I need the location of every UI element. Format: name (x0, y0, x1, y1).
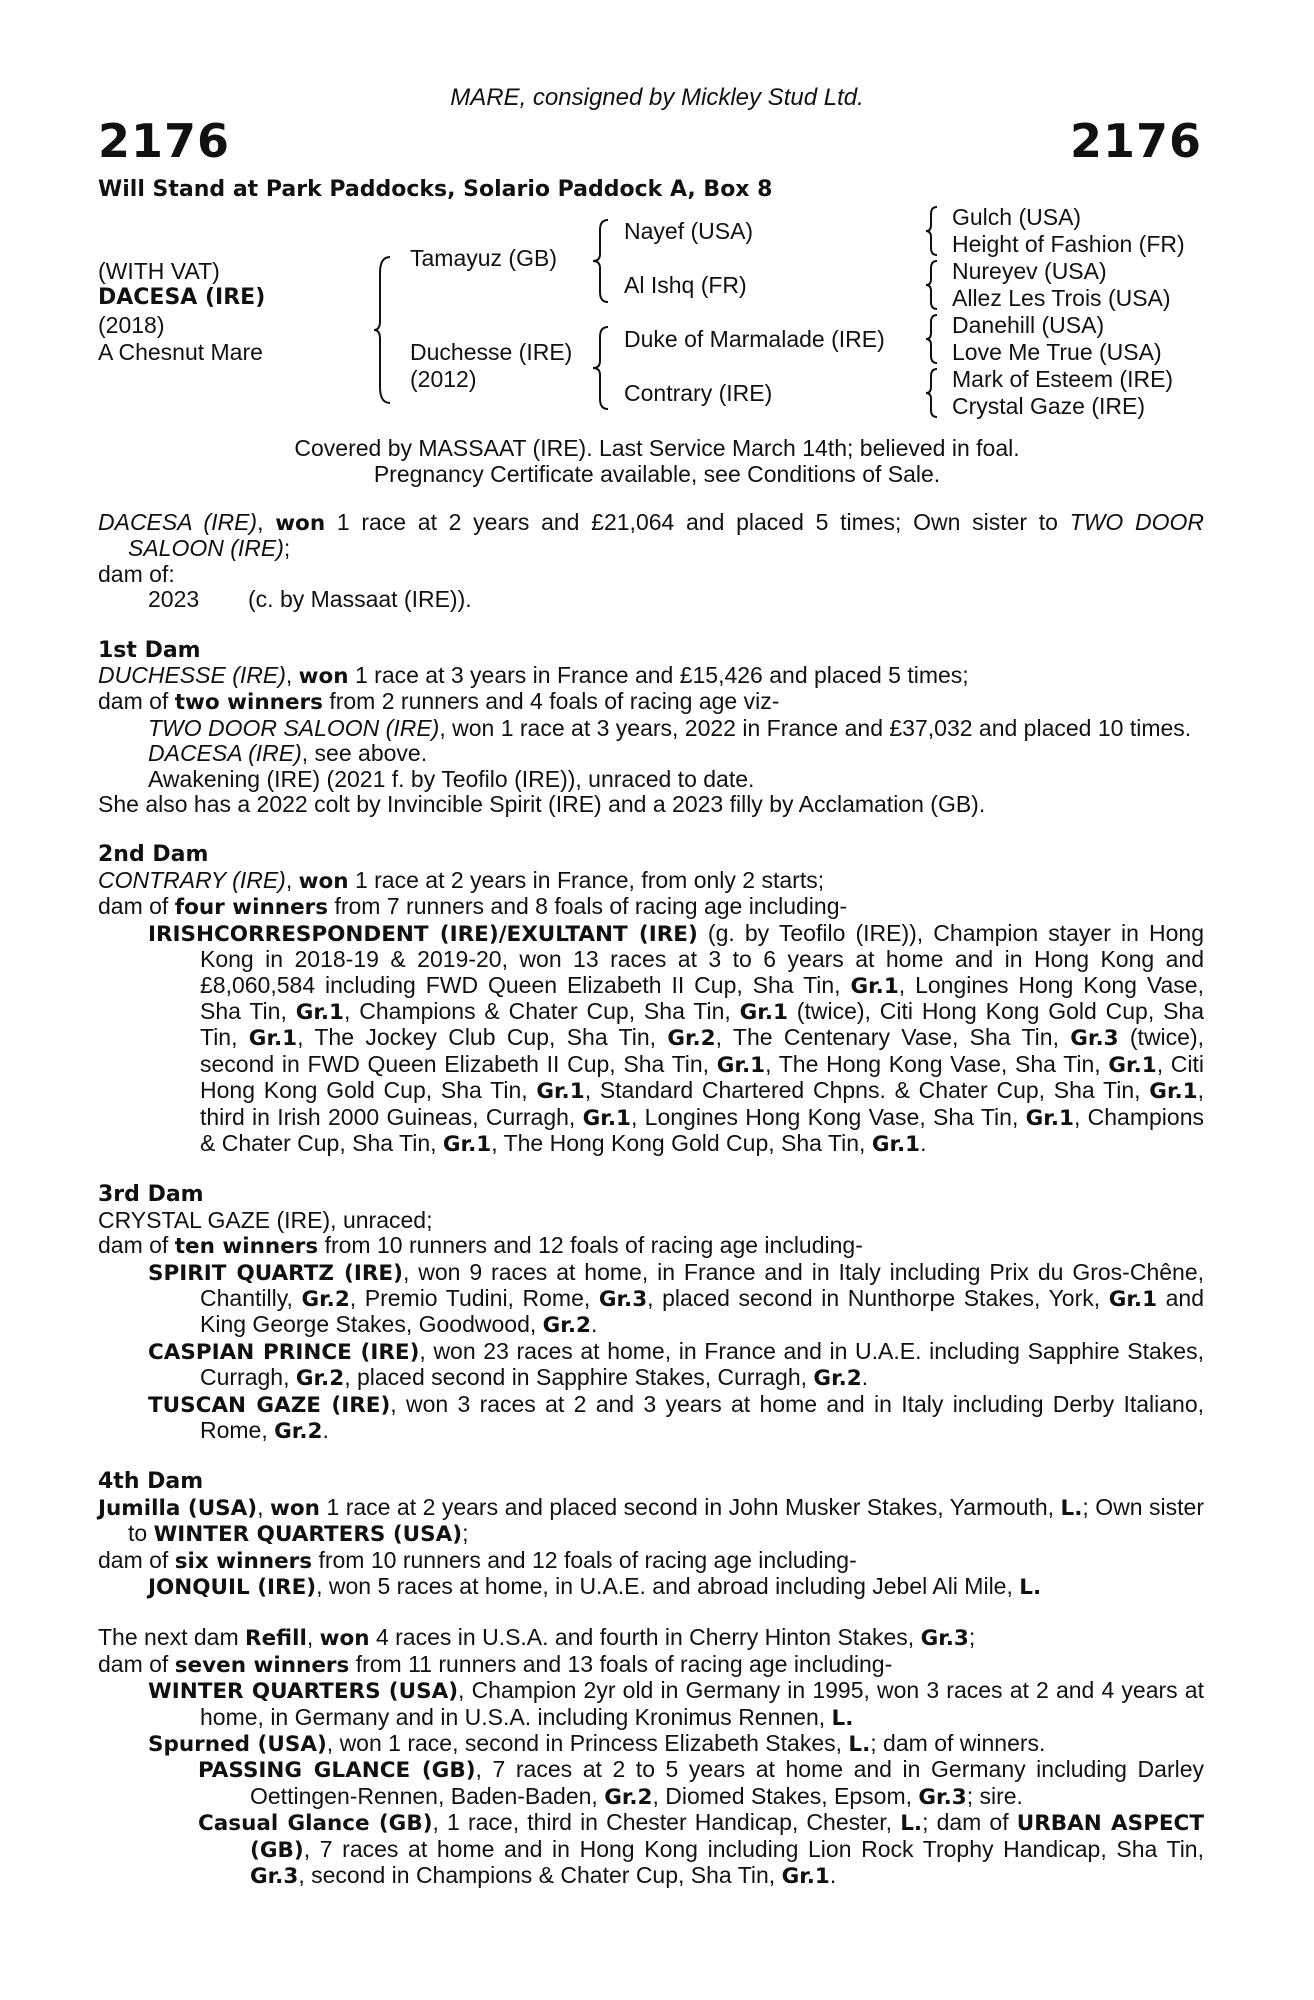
t: Gr.1 (739, 999, 788, 1025)
t: (twice), second in FWD Queen Elizabeth II Cup, Sha Tin, (200, 1024, 1205, 1077)
t: , Standard Chartered Chpns. & Chater Cup, Sha Tin, (584, 1077, 1150, 1104)
dam3-entry-2 (98, 1339, 1204, 1392)
t: Gr.2 (667, 1026, 716, 1052)
t: . (322, 1417, 329, 1443)
t: from 2 runners and 4 foals of racing age viz- (322, 688, 780, 715)
dam: Duchesse (IRE) (410, 339, 573, 365)
t: Casual Glance (GB) (198, 1811, 433, 1837)
t: Gr.1 (716, 1052, 766, 1078)
t: Gr.1 (1108, 1052, 1157, 1078)
t: , The Hong Kong Vase, Sha Tin, (765, 1050, 1109, 1077)
t: ten winners (174, 1234, 319, 1260)
dam1-damof (98, 689, 1204, 715)
t: four winners (174, 895, 329, 921)
covered-line-1: Covered by MASSAAT (IRE). Last Service March 14th; believed in foal. (294, 435, 1020, 461)
t: . (829, 1862, 837, 1889)
dam1-rest: 1 race at 3 years in France and £15,426 and placed 5 times; (348, 662, 969, 689)
sire-sire: Nayef (USA) (624, 218, 754, 244)
t: Gr.2 (604, 1784, 653, 1810)
brace-g1 (924, 205, 940, 257)
t: ; Own sister to (128, 1493, 1205, 1547)
catalogue-body (98, 510, 1204, 1890)
t: Gr.1 (442, 1131, 492, 1157)
t: two winners (174, 690, 323, 716)
covered-note (0, 435, 1314, 487)
t: ; dam of winners. (870, 1730, 1046, 1757)
t: won (319, 1626, 370, 1652)
t: JONQUIL (IRE) (148, 1575, 317, 1601)
t: Spurned (USA) (148, 1732, 327, 1758)
dam-dam: Contrary (IRE) (624, 380, 773, 406)
t: . (920, 1129, 927, 1156)
ggp-1: Gulch (USA) (952, 204, 1082, 230)
t: ; (968, 1624, 976, 1651)
t: . (590, 1311, 598, 1338)
t: , second in Champions & Chater Cup, Sha Tin, (298, 1862, 782, 1889)
t: Gr.3 (1070, 1026, 1119, 1052)
ggp-6: Love Me True (USA) (952, 339, 1162, 365)
dam3-entry-3 (98, 1392, 1204, 1445)
t: Gr.1 (850, 973, 899, 999)
dam-sire: Duke of Marmalade (IRE) (624, 326, 885, 352)
t: Gr.1 (536, 1079, 585, 1105)
dam4-line: Jumilla (USA), won 1 race at 2 years and placed second in John Musker Stakes, Yarmouth, L.; Own sister to WINTER QUARTERS (USA); (98, 1493, 1205, 1548)
brace-sire-parents (590, 218, 612, 304)
t: CONTRARY (IRE) (98, 866, 286, 893)
dam4-entry-1 (98, 1574, 1204, 1600)
t: , Longines Hong Kong Vase, Sha Tin, (630, 1103, 1026, 1130)
t: ; sire. (966, 1782, 1023, 1809)
t: , won 9 races at home, in France and in Italy including Prix du Gros-Chêne, Chantilly, (200, 1258, 1204, 1311)
t: , 7 races at home and in Hong Kong including Lion Rock Trophy Handicap, Sha Tin, (303, 1835, 1204, 1862)
next-damof (98, 1652, 1204, 1678)
t: , Longines Hong Kong Vase, Sha Tin, (200, 971, 1204, 1024)
dam3-heading: 3rd Dam (98, 1182, 204, 1208)
brace-g4 (924, 367, 940, 419)
t: Jumilla (USA) (98, 1495, 258, 1521)
t: (g. by Teofilo (IRE)), Champion stayer in Hong Kong in 2018-19 & 2019-20, won 13 races at 3 to 6 years at home and in Hong Kong and £8,060,584 including FWD Queen Elizabeth II Cup, Sha Tin, (200, 919, 1204, 998)
pedigree-table (0, 0, 1314, 440)
ggp-2: Height of Fashion (FR) (952, 231, 1185, 257)
t: , won 5 races at home, in U.A.E. and abroad including Jebel Ali Mile, (316, 1573, 1020, 1600)
t: Gr.3 (598, 1286, 648, 1312)
brace-g2 (924, 259, 940, 311)
t: , Diomed Stakes, Epsom, (652, 1782, 919, 1809)
next-dam-line (98, 1625, 1204, 1651)
covered-line-2: Pregnancy Certificate available, see Conditions of Sale. (373, 461, 941, 487)
dam1-entry-3: Awakening (IRE) (2021 f. by Teofilo (IRE)), unraced to date. (148, 765, 755, 792)
t: DACESA (IRE) (148, 740, 302, 767)
next-entry-3 (98, 1757, 1204, 1810)
t: ; dam of (922, 1809, 1017, 1836)
intro-dam-of: dam of: (98, 560, 175, 587)
ggp-8: Crystal Gaze (IRE) (952, 393, 1145, 419)
lot-number-right: 2176 (1069, 114, 1202, 168)
dam1-also: She also has a 2022 colt by Invincible Spirit (IRE) and a 2023 filly by Acclamation (GB). (98, 791, 986, 818)
brace-sire-dam (372, 255, 394, 405)
dam4-damof (98, 1548, 1204, 1574)
horse-year: (2018) (98, 312, 165, 338)
intro-end: ; (283, 535, 291, 562)
horse-name: DACESA (IRE) (98, 285, 266, 310)
t: Gr.2 (274, 1419, 323, 1444)
intro-name: DACESA (IRE) (98, 509, 258, 535)
intro-foal (98, 587, 1204, 612)
dam1-entry-2 (98, 741, 1204, 766)
t: , The Hong Kong Gold Cup, Sha Tin, (491, 1129, 872, 1156)
dam2-line: CONTRARY (IRE), won 1 race at 2 years in France, from only 2 starts; (98, 866, 825, 894)
t: from 10 runners and 12 foals of racing age including- (318, 1232, 863, 1259)
t: and King George Stakes, Goodwood, (200, 1284, 1205, 1338)
t: L. (848, 1732, 871, 1758)
t: , placed second in Nunthorpe Stakes, York, (647, 1284, 1109, 1311)
intro-paragraph: DACESA (IRE), won 1 race at 2 years and £21,064 and placed 5 times; Own sister to TWO DOOR SALOON (IRE); (98, 509, 1204, 562)
brace-dam-parents (590, 325, 612, 411)
t: 1 race at 2 years and placed second in John Musker Stakes, Yarmouth, (319, 1493, 1061, 1520)
t: , 7 races at 2 to 5 years at home and in Germany including Darley Oettingen-Rennen, Baden-Baden, (250, 1756, 1205, 1809)
brace-g3 (924, 313, 940, 365)
t: six winners (174, 1548, 313, 1574)
dam2-damof (98, 894, 1204, 920)
t: Gr.1 (582, 1105, 631, 1131)
t: dam of (98, 688, 175, 715)
horse-description: A Chesnut Mare (98, 339, 263, 365)
t: , Premio Tudini, Rome, (349, 1284, 599, 1311)
consigned-by: MARE, consigned by Mickley Stud Ltd. (450, 84, 864, 111)
ggp-5: Danehill (USA) (952, 312, 1105, 338)
t: seven winners (174, 1652, 350, 1678)
dam4-heading: 4th Dam (98, 1469, 204, 1495)
t: URBAN ASPECT (GB) (250, 1811, 1204, 1863)
t: Gr.3 (920, 1626, 969, 1652)
t: Gr.1 (248, 1026, 298, 1052)
t: , Citi Hong Kong Gold Cup, Sha Tin, (200, 1050, 1205, 1104)
t: , (306, 1624, 320, 1651)
t: SPIRIT QUARTZ (IRE) (148, 1260, 403, 1286)
t: Gr.1 (1025, 1105, 1074, 1131)
t: 1 race at 2 years in France, from only 2 starts; (348, 866, 825, 893)
ggp-4: Allez Les Trois (USA) (952, 285, 1171, 311)
t: Gr.2 (542, 1313, 591, 1339)
t: Gr.3 (250, 1864, 299, 1890)
vat-note: (WITH VAT) (98, 258, 220, 284)
t: , placed second in Sapphire Stakes, Curragh, (344, 1364, 814, 1391)
t: (twice), Citi Hong Kong Gold Cup, Sha Tin, (200, 997, 1205, 1051)
ggp-3: Nureyev (USA) (952, 258, 1107, 284)
t: , 1 race, third in Chester Handicap, Chester, (432, 1809, 901, 1836)
t: WINTER QUARTERS (USA) (153, 1522, 463, 1548)
t: ; (462, 1520, 469, 1547)
t: , Champions & Chater Cup, Sha Tin, (200, 1103, 1204, 1156)
next-entry-2 (98, 1731, 1204, 1757)
t: Gr.1 (295, 999, 345, 1025)
intro-rest: 1 race at 2 years and £21,064 and placed 5 times; Own sister to (325, 509, 1070, 535)
t: from 11 runners and 13 foals of racing age including- (349, 1650, 893, 1677)
sire-dam: Al Ishq (FR) (624, 272, 747, 298)
t: Refill (245, 1626, 307, 1652)
t: Gr.1 (1108, 1286, 1158, 1312)
t: TWO DOOR SALOON (IRE) (148, 714, 440, 741)
foal-desc: (c. by Massaat (IRE)). (248, 586, 472, 613)
t: , Champion 2yr old in Germany in 1995, won 3 races at 2 and 4 years at home, in Germany and in U.S.A. including Kronimus Rennen, (200, 1677, 1204, 1730)
t: dam of (98, 1650, 175, 1677)
t: dam of (98, 1546, 175, 1573)
t: won (298, 868, 349, 894)
t: , won 23 races at home, in France and in U.A.E. including Sapphire Stakes, Curragh, (200, 1337, 1204, 1391)
t: L. (900, 1811, 923, 1837)
t: Gr.2 (295, 1366, 345, 1392)
dam2-heading: 2nd Dam (98, 842, 209, 868)
t: 4 races in U.S.A. and fourth in Cherry Hinton Stakes, (369, 1624, 921, 1651)
t: PASSING GLANCE (GB) (198, 1758, 476, 1784)
t: Gr.1 (871, 1131, 921, 1157)
t: Gr.1 (1149, 1079, 1198, 1105)
t: IRISHCORRESPONDENT (IRE)/EXULTANT (IRE) (148, 921, 698, 947)
t: from 7 runners and 8 foals of racing age including- (328, 893, 848, 920)
lot-number-left: 2176 (98, 114, 231, 168)
t: Gr.3 (918, 1784, 967, 1810)
dam1-line: DUCHESSE (IRE), won 1 race at 3 years in France and £15,426 and placed 5 times; (98, 662, 969, 690)
t: L. (1019, 1575, 1042, 1601)
t: WINTER QUARTERS (USA) (148, 1679, 459, 1705)
stand-location: Will Stand at Park Paddocks, Solario Paddock A, Box 8 (98, 177, 773, 202)
dam-year: (2012) (410, 366, 477, 392)
t: , won 1 race, second in Princess Elizabeth Stakes, (326, 1730, 849, 1757)
t: , won 1 race at 3 years, 2022 in France and £37,032 and placed 10 times. (439, 714, 1192, 741)
t: . (861, 1364, 869, 1391)
sire: Tamayuz (GB) (410, 245, 557, 271)
t: L. (831, 1705, 854, 1731)
t: Gr.1 (781, 1864, 830, 1890)
t: from 10 runners and 12 foals of racing age including- (312, 1546, 857, 1573)
dam3-line: CRYSTAL GAZE (IRE), unraced; (98, 1206, 433, 1233)
t: won (270, 1495, 320, 1521)
foal-year: 2023 (148, 586, 200, 613)
dam1-name: DUCHESSE (IRE) (98, 662, 286, 689)
won-text: won (275, 511, 326, 536)
intro-sister: TWO DOOR SALOON (IRE) (128, 509, 1204, 562)
dam1-entry-1 (98, 716, 1204, 741)
won-text: won (298, 664, 349, 690)
t: The next dam (98, 1624, 246, 1651)
t: CASPIAN PRINCE (IRE) (148, 1339, 420, 1365)
dam3-damof (98, 1233, 1204, 1259)
t: , see above. (301, 740, 428, 767)
next-entry-4 (98, 1810, 1204, 1889)
t: , third in Irish 2000 Guineas, Curragh, (200, 1077, 1204, 1130)
t: , The Centenary Vase, Sha Tin, (715, 1024, 1071, 1051)
t: Gr.2 (813, 1366, 862, 1392)
t: Gr.2 (301, 1286, 350, 1312)
t: L. (1060, 1495, 1083, 1521)
t: , won 3 races at 2 and 3 years at home and in Italy including Derby Italiano, Rome, (200, 1390, 1205, 1443)
t: , Champions & Chater Cup, Sha Tin, (344, 997, 740, 1024)
dam2-entry-1 (98, 921, 1204, 1158)
t: , The Jockey Club Cup, Sha Tin, (297, 1024, 668, 1051)
dam1-heading: 1st Dam (98, 637, 201, 663)
next-entry-1 (98, 1678, 1204, 1731)
ggp-7: Mark of Esteem (IRE) (952, 366, 1174, 392)
t: dam of (98, 893, 175, 920)
t: TUSCAN GAZE (IRE) (148, 1392, 391, 1418)
t: dam of (98, 1232, 175, 1259)
dam3-entry-1 (98, 1260, 1204, 1339)
